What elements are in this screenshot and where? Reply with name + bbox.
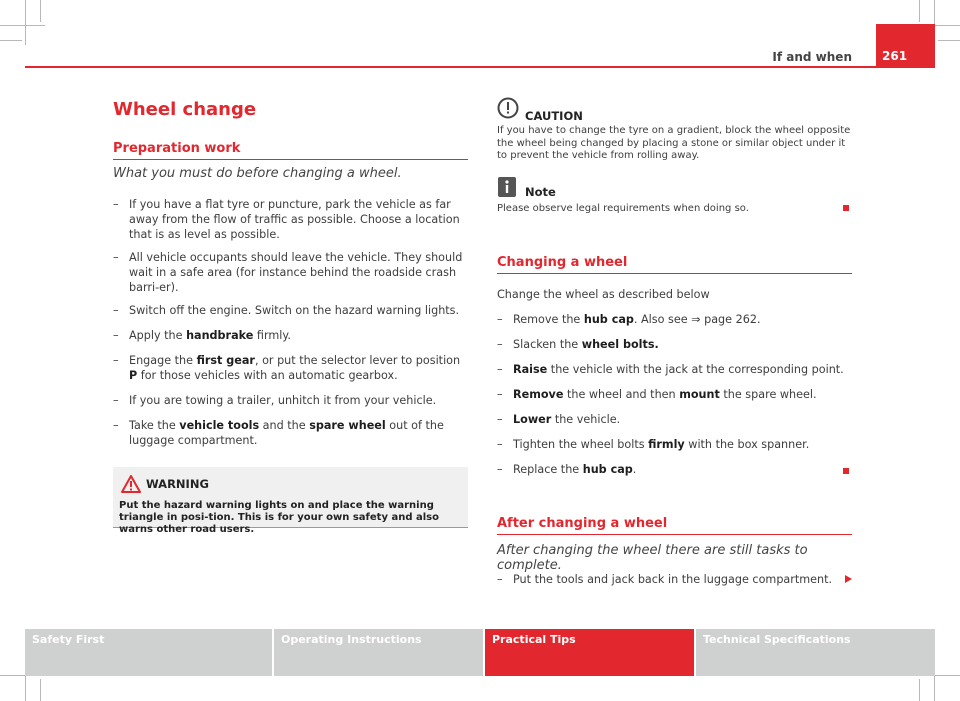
list-item bbox=[497, 387, 852, 402]
note-icon bbox=[497, 176, 517, 198]
list-item-text: Remove the hub cap. Also see ⇒ page 262. bbox=[513, 313, 761, 326]
list-item bbox=[497, 337, 852, 352]
list-item-text: All vehicle occupants should leave the vehicle. They should wait in a safe area (for instance behind the roadside crash barri-er). bbox=[129, 251, 463, 294]
tab-label: Technical Specifications bbox=[703, 633, 851, 646]
crop-mark bbox=[40, 679, 41, 701]
tab-technical-specifications[interactable] bbox=[696, 629, 935, 676]
tab-label: Safety First bbox=[32, 633, 105, 646]
dash-marker: – bbox=[113, 198, 119, 211]
list-item bbox=[497, 462, 852, 477]
crop-mark bbox=[938, 40, 960, 41]
subheading-changing bbox=[497, 255, 852, 274]
list-item-text: Lower the vehicle. bbox=[513, 413, 621, 426]
dash-marker: – bbox=[113, 251, 119, 264]
list-item-text: Replace the hub cap. bbox=[513, 463, 637, 476]
subheading-text: After changing a wheel bbox=[497, 516, 668, 531]
list-item-text: Apply the handbrake firmly. bbox=[129, 329, 291, 342]
list-item bbox=[113, 303, 468, 318]
caution-icon bbox=[497, 97, 519, 119]
list-item-text: If you have a flat tyre or puncture, park the vehicle as far away from the flow of traffic as possible. Choose a location that is as level as possible. bbox=[129, 198, 460, 241]
list-item bbox=[497, 572, 837, 587]
crop-mark bbox=[0, 25, 45, 26]
dash-marker: – bbox=[497, 438, 503, 451]
end-marker bbox=[843, 468, 849, 474]
after-lead: After changing the wheel there are still tasks to complete. bbox=[497, 543, 808, 573]
list-item bbox=[113, 393, 468, 408]
list-item-text: Tighten the wheel bolts firmly with the box spanner. bbox=[513, 438, 810, 451]
warning-triangle-icon bbox=[121, 475, 141, 493]
dash-marker: – bbox=[497, 413, 503, 426]
dash-marker: – bbox=[113, 419, 119, 432]
page-title: Wheel change bbox=[113, 99, 257, 120]
caution-text: If you have to change the tyre on a gradient, block the wheel opposite the wheel being changed by placing a stone or similar object under it to prevent the vehicle from rolling away. bbox=[497, 125, 851, 161]
note-text: Please observe legal requirements when doing so. bbox=[497, 203, 749, 214]
dash-marker: – bbox=[497, 313, 503, 326]
crop-mark bbox=[919, 679, 920, 701]
list-item bbox=[113, 250, 468, 295]
list-item-text: Remove the wheel and then mount the spare wheel. bbox=[513, 388, 817, 401]
crop-mark bbox=[25, 0, 26, 45]
dash-marker: – bbox=[497, 363, 503, 376]
list-item-text: Put the tools and jack back in the luggage compartment. bbox=[513, 573, 833, 586]
subheading-after bbox=[497, 516, 852, 535]
note-title: Note bbox=[525, 185, 556, 199]
crop-mark bbox=[919, 0, 920, 22]
list-item bbox=[497, 437, 852, 452]
list-item-text: Slacken the wheel bolts. bbox=[513, 338, 659, 351]
tab-label: Operating Instructions bbox=[281, 633, 422, 646]
list-item bbox=[113, 328, 468, 343]
list-item-text: Raise the vehicle with the jack at the corresponding point. bbox=[513, 363, 844, 376]
dash-marker: – bbox=[113, 329, 119, 342]
warning-text: Put the hazard warning lights on and place the warning triangle in posi-tion. This is for your own safety and also warns other road users. bbox=[119, 500, 439, 535]
page-number: 261 bbox=[876, 24, 935, 68]
preparation-list bbox=[113, 197, 468, 448]
dash-marker: – bbox=[113, 354, 119, 367]
dash-marker: – bbox=[113, 394, 119, 407]
dash-marker: – bbox=[497, 388, 503, 401]
list-item bbox=[497, 362, 852, 377]
section-title: If and when bbox=[772, 50, 852, 64]
subheading-text: Changing a wheel bbox=[497, 255, 628, 270]
warning-title: WARNING bbox=[146, 477, 209, 491]
list-item bbox=[113, 197, 468, 242]
list-item-text: Engage the first gear, or put the selector lever to position P for those vehicles with an automatic gearbox. bbox=[129, 354, 461, 382]
warning-box bbox=[113, 467, 468, 535]
list-item-text: Take the vehicle tools and the spare wheel out of the luggage compartment. bbox=[129, 419, 444, 447]
changing-intro: Change the wheel as described below bbox=[497, 288, 710, 301]
header-rule bbox=[25, 66, 935, 68]
crop-mark bbox=[0, 40, 22, 41]
tab-safety-first[interactable] bbox=[25, 629, 272, 676]
changing-section bbox=[497, 287, 852, 477]
end-marker bbox=[843, 205, 849, 211]
subheading-text: Preparation work bbox=[113, 141, 241, 156]
crop-mark bbox=[40, 0, 41, 22]
list-item bbox=[113, 353, 468, 383]
lead-text: What you must do before changing a wheel. bbox=[113, 166, 402, 181]
tab-operating-instructions[interactable] bbox=[274, 629, 483, 676]
list-item-text: Switch off the engine. Switch on the hazard warning lights. bbox=[129, 304, 460, 317]
dash-marker: – bbox=[497, 573, 503, 586]
caution-title: CAUTION bbox=[525, 109, 583, 123]
tab-practical-tips[interactable] bbox=[485, 629, 694, 676]
subheading-preparation bbox=[113, 141, 468, 160]
list-item bbox=[113, 418, 468, 448]
list-item bbox=[497, 312, 852, 327]
list-item bbox=[497, 412, 852, 427]
dash-marker: – bbox=[497, 463, 503, 476]
list-item-text: If you are towing a trailer, unhitch it from your vehicle. bbox=[129, 394, 437, 407]
dash-marker: – bbox=[497, 338, 503, 351]
continue-arrow-icon bbox=[845, 575, 852, 583]
tab-label: Practical Tips bbox=[492, 633, 576, 646]
dash-marker: – bbox=[113, 304, 119, 317]
